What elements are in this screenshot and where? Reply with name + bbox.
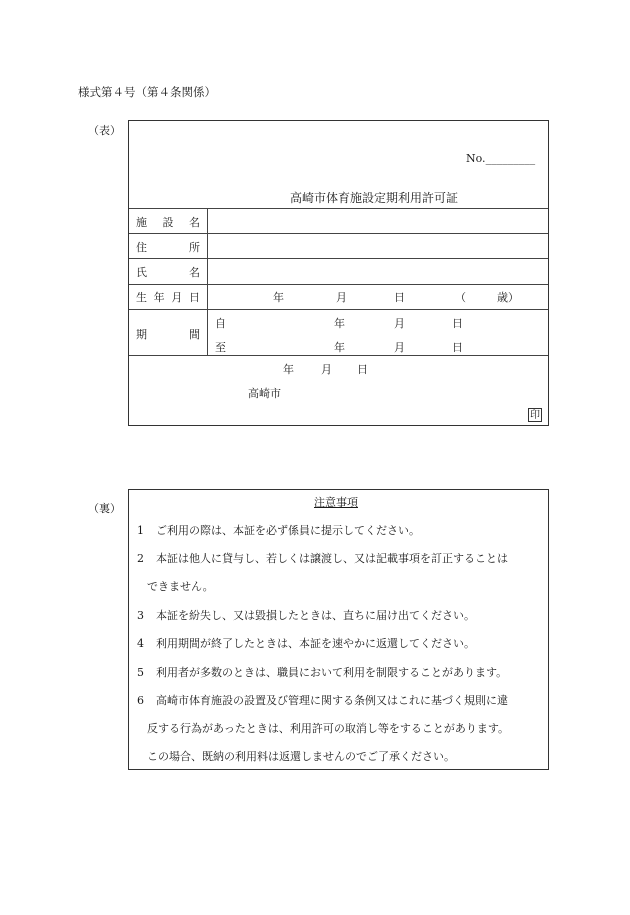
note-item-continuation: この場合、既納の利用料は返還しませんのでご了承ください。 xyxy=(147,750,455,763)
note-item: 2 本証は他人に貸与し、若しくは譲渡し、又は記載事項を訂正することは xyxy=(137,552,508,565)
note-item: 5 利用者が多数のときは、職員において利用を制限することがあります。 xyxy=(137,666,508,679)
birth-day-unit: 日 xyxy=(394,291,405,304)
form-number-title: 様式第４号（第４条関係） xyxy=(78,85,216,99)
front-side-label: （表） xyxy=(88,124,121,137)
note-item-continuation: 反する行為があったときは、利用許可の取消し等をすることがあります。 xyxy=(147,722,510,735)
note-item: 3 本証を紛失し、又は毀損したときは、直ちに届け出てください。 xyxy=(137,609,475,622)
period-to-day: 日 xyxy=(452,341,463,354)
note-item: 6 高崎市体育施設の設置及び管理に関する条例又はこれに基づく規則に違 xyxy=(137,694,508,707)
permit-number xyxy=(466,152,535,165)
facility-name-field[interactable] xyxy=(208,209,548,233)
note-item-continuation: できません。 xyxy=(147,580,214,593)
period-to-month: 月 xyxy=(394,341,405,354)
divider xyxy=(129,309,548,310)
name-field[interactable] xyxy=(208,259,548,283)
permit-title: 高崎市体育施設定期利用許可証 xyxy=(290,191,459,205)
period-from-month: 月 xyxy=(394,317,405,330)
permit-card-front xyxy=(128,120,549,426)
period-from-label: 自 xyxy=(215,317,226,330)
age-open-paren: （ xyxy=(455,291,466,304)
back-side-label: （裏） xyxy=(88,502,121,515)
birthdate-label: 生 年 月 日 xyxy=(136,291,200,304)
issue-day-unit: 日 xyxy=(357,363,368,376)
address-field[interactable] xyxy=(208,234,548,258)
note-item: 4 利用期間が終了したときは、本証を速やかに返還してください。 xyxy=(137,637,475,650)
address-label: 住 所 xyxy=(136,241,200,254)
issue-year-unit: 年 xyxy=(283,363,294,376)
period-label: 期 間 xyxy=(136,328,200,341)
birth-year-unit: 年 xyxy=(273,291,284,304)
period-from-year: 年 xyxy=(334,317,345,330)
period-from-day: 日 xyxy=(452,317,463,330)
notes-title: 注意事項 xyxy=(314,496,358,509)
period-to-year: 年 xyxy=(334,341,345,354)
official-seal-mark: 印 xyxy=(530,410,540,421)
name-label: 氏 名 xyxy=(136,266,200,279)
issue-month-unit: 月 xyxy=(321,363,332,376)
age-unit: 歳） xyxy=(497,291,519,304)
issuer-name: 高崎市 xyxy=(248,387,281,400)
divider xyxy=(129,284,548,285)
note-item: 1 ご利用の際は、本証を必ず係員に提示してください。 xyxy=(137,524,420,537)
permit-number-label: No. xyxy=(466,152,486,165)
facility-name-label: 施 設 名 xyxy=(136,216,200,229)
permit-card-back xyxy=(128,489,549,770)
birth-month-unit: 月 xyxy=(336,291,347,304)
divider xyxy=(129,355,548,356)
period-to-label: 至 xyxy=(215,341,226,354)
permit-number-blank: _________ xyxy=(485,152,536,165)
